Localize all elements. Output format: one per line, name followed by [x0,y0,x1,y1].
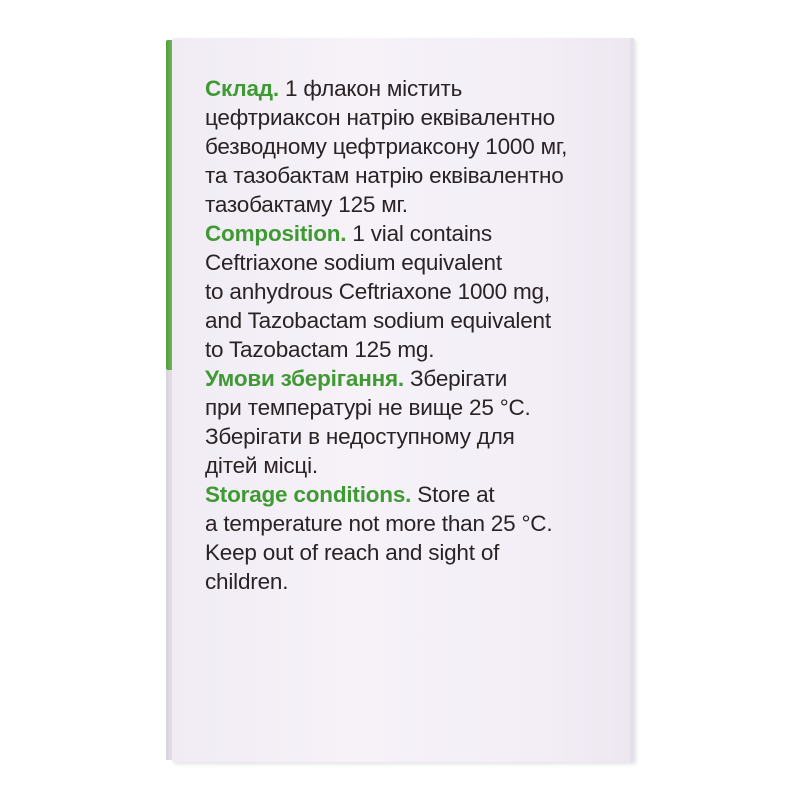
section-first-line [205,74,615,103]
composition-en-section [205,219,615,364]
section-line: Ceftriaxone sodium equivalent [205,250,502,275]
section-line: to anhydrous Ceftriaxone 1000 mg, [205,279,550,304]
section-line: та тазобактам натрію еквівалентно [205,163,564,188]
section-first-line [205,364,615,393]
section-line: to Tazobactam 125 mg. [205,337,435,362]
section-heading: Умови зберігання. [205,366,404,391]
box-right-edge [630,38,634,762]
section-line: при температурі не вище 25 °C. [205,395,531,420]
box-label-text [205,74,615,596]
section-first-line-text: 1 vial contains [346,221,492,246]
section-first-line [205,219,615,248]
section-heading: Composition. [205,221,347,246]
section-line: цефтриаксон натрію еквівалентно [205,105,555,130]
storage-en-section [205,480,615,596]
section-line: and Tazobactam sodium equivalent [205,308,551,333]
section-line: children. [205,569,289,594]
composition-ua-section [205,74,615,219]
section-line: дітей місці. [205,453,318,478]
section-first-line-text: Зберігати [403,366,508,391]
section-heading: Склад. [205,76,279,101]
section-first-line [205,480,615,509]
section-first-line-text: 1 флакон містить [278,76,463,101]
storage-ua-section [205,364,615,480]
section-line: Зберігати в недоступному для [205,424,515,449]
section-line: тазобактаму 125 мг. [205,192,408,217]
section-first-line-text: Store at [411,482,495,507]
section-line: Keep out of reach and sight of [205,540,500,565]
section-line: безводному цефтриаксону 1000 мг, [205,134,568,159]
section-line: a temperature not more than 25 °C. [205,511,553,536]
section-heading: Storage conditions. [205,482,412,507]
